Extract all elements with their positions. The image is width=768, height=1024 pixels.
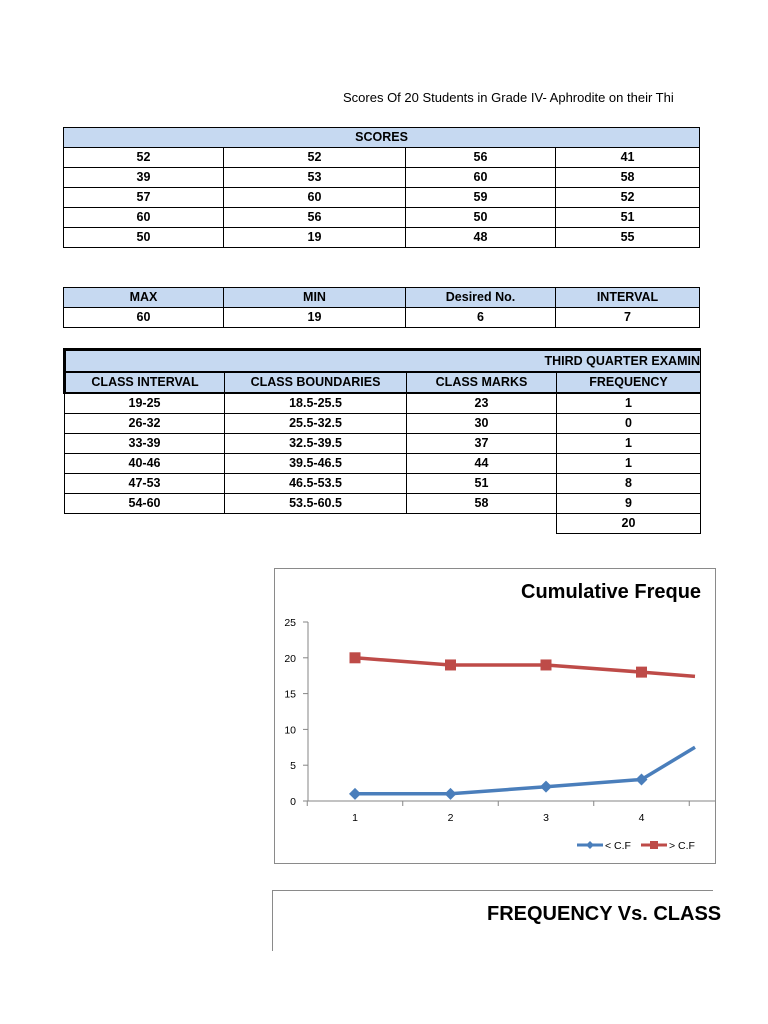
table-cell[interactable]: 19 <box>224 228 406 248</box>
greater-than-cf-point <box>636 667 647 678</box>
frequency-header[interactable]: FREQUENCY <box>557 372 701 393</box>
y-tick-label: 0 <box>290 796 296 808</box>
chart-title: Cumulative Freque <box>521 581 702 603</box>
frequency-table-banner: THIRD QUARTER EXAMIN <box>65 350 701 373</box>
table-cell[interactable]: 18.5-25.5 <box>225 393 407 414</box>
interval-header[interactable]: INTERVAL <box>556 288 700 308</box>
y-tick-label: 10 <box>284 724 296 737</box>
table-cell[interactable]: 55 <box>556 228 700 248</box>
table-row <box>65 414 701 434</box>
table-cell[interactable]: 60 <box>224 188 406 208</box>
y-tick-label: 15 <box>284 688 296 701</box>
less-than-cf-point <box>349 788 361 800</box>
total-row <box>65 514 701 534</box>
chart-plot <box>275 569 715 863</box>
table-row <box>65 454 701 474</box>
table-cell[interactable]: 25.5-32.5 <box>225 414 407 434</box>
max-header[interactable]: MAX <box>64 288 224 308</box>
less-than-cf-point <box>445 788 457 800</box>
legend-label: > C.F <box>669 840 695 852</box>
greater-than-cf-point <box>445 659 456 670</box>
greater-than-cf-point <box>541 659 552 670</box>
table-cell[interactable]: 50 <box>64 228 224 248</box>
class-interval-header[interactable]: CLASS INTERVAL <box>65 372 225 393</box>
table-cell[interactable]: 48 <box>406 228 556 248</box>
less-than-cf-line <box>355 747 695 794</box>
table-header-row <box>65 372 701 393</box>
table-cell[interactable]: 8 <box>557 474 701 494</box>
table-cell[interactable]: 60 <box>64 208 224 228</box>
table-row <box>65 474 701 494</box>
table-cell[interactable]: 37 <box>407 434 557 454</box>
table-cell[interactable]: 44 <box>407 454 557 474</box>
table-row <box>65 434 701 454</box>
table-cell[interactable]: 52 <box>64 148 224 168</box>
table-cell[interactable]: 39 <box>64 168 224 188</box>
table-row <box>64 228 700 248</box>
frequency-table <box>63 348 701 534</box>
desired-no-value[interactable]: 6 <box>406 308 556 328</box>
table-header-row <box>64 288 700 308</box>
min-header[interactable]: MIN <box>224 288 406 308</box>
table-row <box>64 168 700 188</box>
table-cell[interactable]: 50 <box>406 208 556 228</box>
table-row <box>64 188 700 208</box>
table-cell[interactable]: 59 <box>406 188 556 208</box>
table-cell[interactable]: 53 <box>224 168 406 188</box>
table-cell[interactable]: 32.5-39.5 <box>225 434 407 454</box>
table-cell[interactable]: 0 <box>557 414 701 434</box>
desired-no-header[interactable]: Desired No. <box>406 288 556 308</box>
min-value[interactable]: 19 <box>224 308 406 328</box>
scores-table <box>63 127 700 248</box>
table-cell[interactable]: 26-32 <box>65 414 225 434</box>
x-tick-label: 3 <box>543 812 549 824</box>
table-cell[interactable]: 56 <box>406 148 556 168</box>
x-tick-label: 1 <box>352 812 358 824</box>
table-cell[interactable]: 1 <box>557 434 701 454</box>
table-cell[interactable]: 23 <box>407 393 557 414</box>
legend-marker <box>650 841 658 849</box>
class-boundaries-header[interactable]: CLASS BOUNDARIES <box>225 372 407 393</box>
frequency-vs-class-chart[interactable] <box>272 890 722 951</box>
legend-marker <box>586 841 594 849</box>
y-tick-label: 20 <box>284 652 296 665</box>
table-row <box>64 308 700 328</box>
table-cell[interactable]: 52 <box>224 148 406 168</box>
table-cell[interactable]: 56 <box>224 208 406 228</box>
scores-header: SCORES <box>64 128 700 148</box>
table-cell[interactable]: 1 <box>557 393 701 414</box>
table-cell[interactable]: 41 <box>556 148 700 168</box>
table-cell[interactable]: 51 <box>556 208 700 228</box>
table-cell[interactable]: 47-53 <box>65 474 225 494</box>
chart-title: FREQUENCY Vs. CLASS <box>487 903 722 925</box>
table-row <box>64 208 700 228</box>
table-cell[interactable]: 52 <box>556 188 700 208</box>
frequency-total[interactable]: 20 <box>557 514 701 534</box>
table-cell[interactable]: 46.5-53.5 <box>225 474 407 494</box>
table-row <box>65 393 701 414</box>
empty-cell <box>407 514 557 534</box>
table-cell[interactable]: 58 <box>407 494 557 514</box>
table-cell[interactable]: 60 <box>406 168 556 188</box>
table-cell[interactable]: 54-60 <box>65 494 225 514</box>
empty-cell <box>65 514 225 534</box>
table-cell[interactable]: 51 <box>407 474 557 494</box>
table-cell[interactable]: 9 <box>557 494 701 514</box>
x-tick-label: 4 <box>638 812 645 824</box>
table-row <box>64 148 700 168</box>
table-cell[interactable]: 40-46 <box>65 454 225 474</box>
stats-table <box>63 287 700 328</box>
x-tick-label: 2 <box>447 812 454 824</box>
y-tick-label: 5 <box>290 760 296 773</box>
table-cell[interactable]: 53.5-60.5 <box>225 494 407 514</box>
max-value[interactable]: 60 <box>64 308 224 328</box>
table-cell[interactable]: 30 <box>407 414 557 434</box>
table-cell[interactable]: 39.5-46.5 <box>225 454 407 474</box>
class-marks-header[interactable]: CLASS MARKS <box>407 372 557 393</box>
empty-cell <box>225 514 407 534</box>
less-than-cf-point <box>540 781 552 793</box>
table-cell[interactable]: 58 <box>556 168 700 188</box>
interval-value[interactable]: 7 <box>556 308 700 328</box>
greater-than-cf-point <box>350 652 361 663</box>
table-cell[interactable]: 1 <box>557 454 701 474</box>
table-cell[interactable]: 19-25 <box>65 393 225 414</box>
legend-label: < C.F <box>605 840 631 852</box>
page-title: Scores Of 20 Students in Grade IV- Aphrodite on their Thi <box>343 90 674 105</box>
table-row <box>65 494 701 514</box>
table-cell[interactable]: 57 <box>64 188 224 208</box>
table-cell[interactable]: 33-39 <box>65 434 225 454</box>
y-tick-label: 25 <box>284 617 296 629</box>
cumulative-frequency-chart[interactable] <box>274 568 716 864</box>
